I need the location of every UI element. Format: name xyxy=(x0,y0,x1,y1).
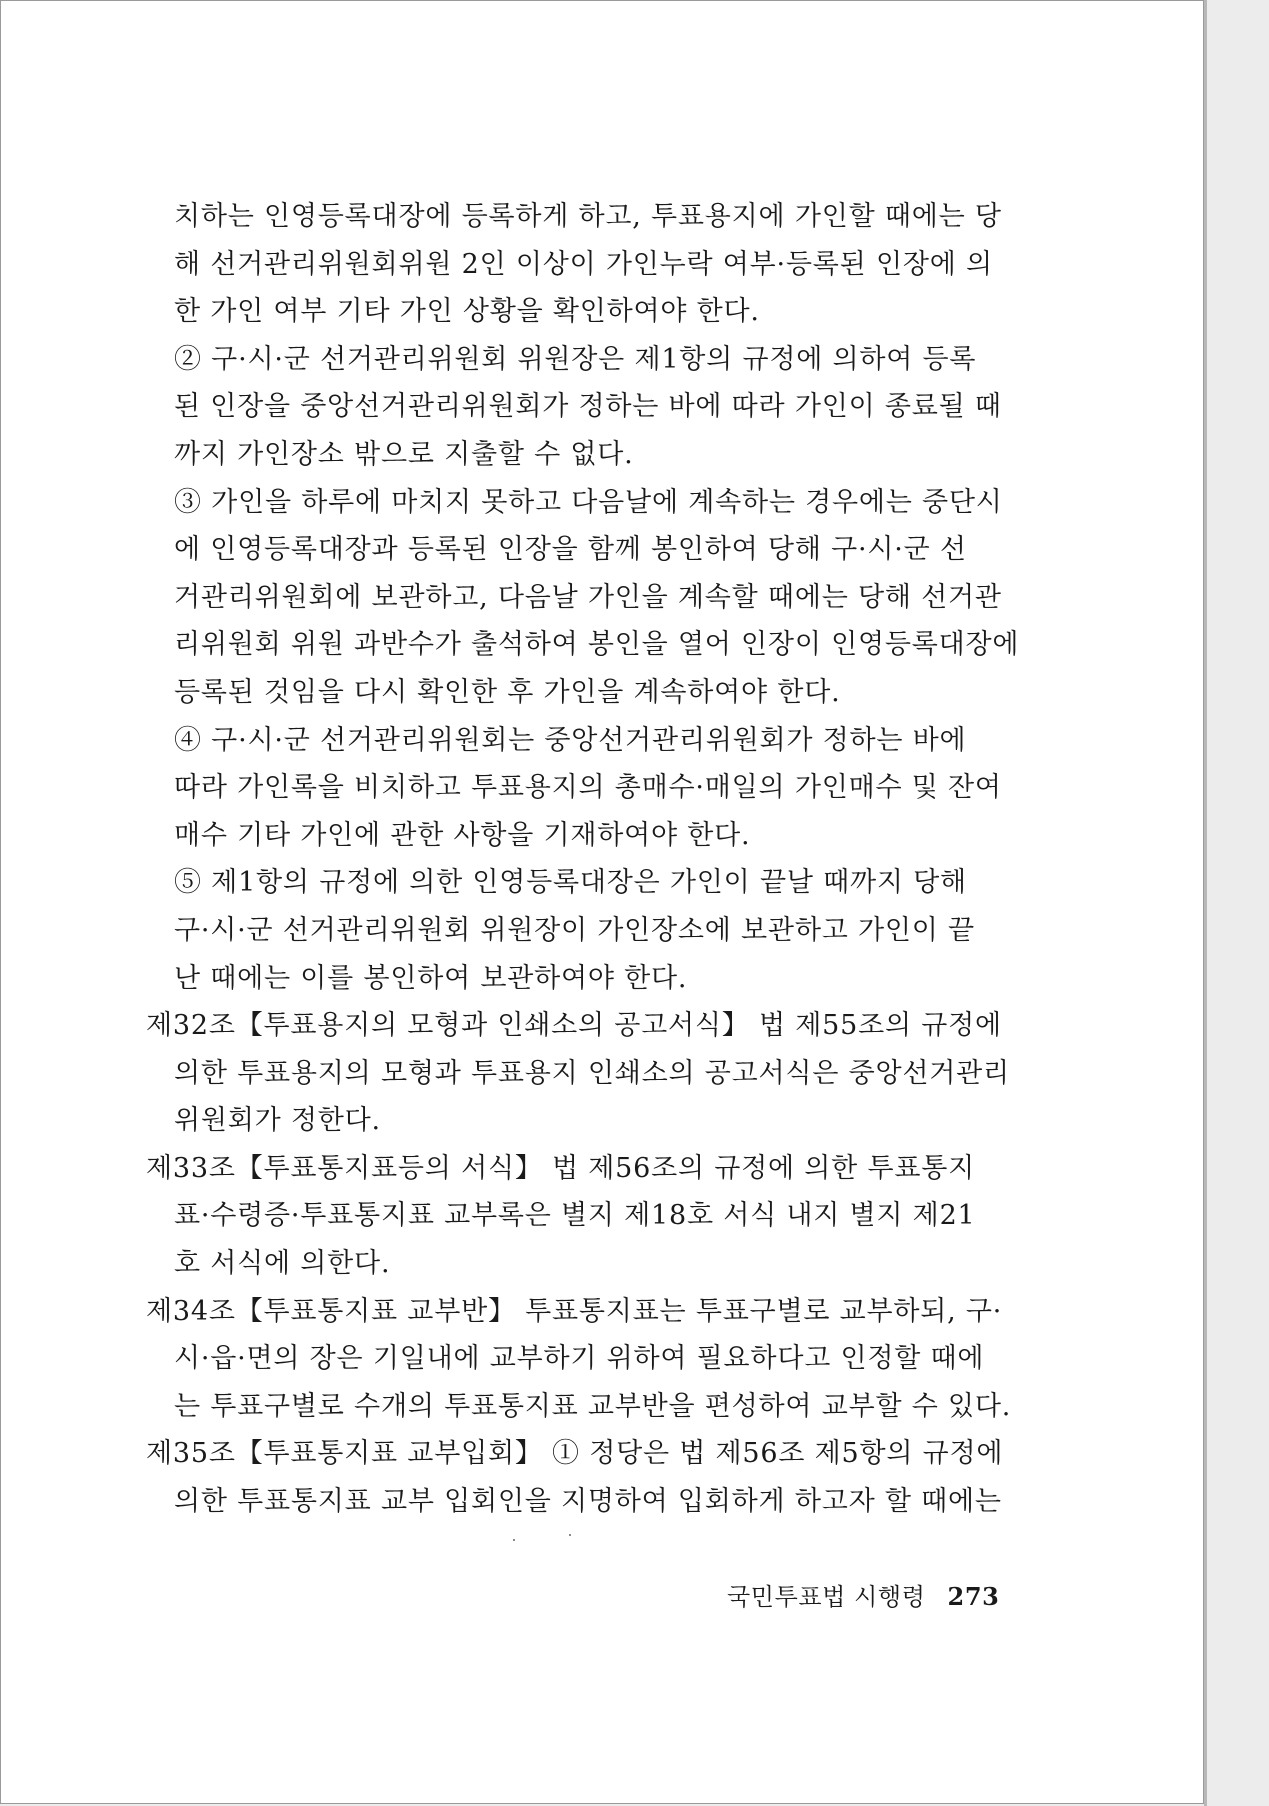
text-line: 의한 투표용지의 모형과 투표용지 인쇄소의 공고서식은 중앙선거관리 xyxy=(174,1057,1010,1089)
text-line: 는 투표구별로 수개의 투표통지표 교부반을 편성하여 교부할 수 있다. xyxy=(174,1390,1012,1422)
running-title: 국민투표법 시행령 xyxy=(727,1583,926,1611)
text-line: 된 인장을 중앙선거관리위원회가 정하는 바에 따라 가인이 종료될 때 xyxy=(174,391,1002,423)
page-edge-shadow xyxy=(1204,0,1207,1806)
page-footer xyxy=(727,1577,999,1612)
text-line: 등록된 것임을 다시 확인한 후 가인을 계속하여야 한다. xyxy=(174,676,841,708)
text-line: 치하는 인영등록대장에 등록하게 하고, 투표용지에 가인할 때에는 당 xyxy=(174,201,1002,232)
text-line: 해 선거관리위원회위원 2인 이상이 가인누락 여부·등록된 인장에 의 xyxy=(174,248,993,280)
text-line: 시·읍·면의 장은 기일내에 교부하기 위하여 필요하다고 인정할 때에 xyxy=(174,1343,985,1375)
article-heading-line: 제33조【투표통지표등의 서식】 법 제56조의 규정에 의한 투표통지 xyxy=(146,1152,975,1184)
text-line: 한 가인 여부 기타 가인 상황을 확인하여야 한다. xyxy=(174,296,760,328)
text-line: 위원회가 정한다. xyxy=(174,1105,381,1137)
article-heading-line: 제34조【투표통지표 교부반】 투표통지표는 투표구별로 교부하되, 구· xyxy=(146,1295,1003,1327)
text-line: 거관리위원회에 보관하고, 다음날 가인을 계속할 때에는 당해 선거관 xyxy=(174,581,1002,613)
text-line: 따라 가인록을 비치하고 투표용지의 총매수·매일의 가인매수 및 잔여 xyxy=(174,772,1002,804)
text-line: 리위원회 위원 과반수가 출석하여 봉인을 열어 인장이 인영등록대장에 xyxy=(174,629,1020,661)
text-line: ② 구·시·군 선거관리위원회 위원장은 제1항의 규정에 의하여 등록 xyxy=(174,343,977,375)
body-text xyxy=(146,193,1026,1526)
text-line: 표·수령증·투표통지표 교부록은 별지 제18호 서식 내지 별지 제21 xyxy=(174,1200,976,1232)
scan-speck xyxy=(569,1534,571,1536)
article-heading-line: 제35조【투표통지표 교부입회】 ① 정당은 법 제56조 제5항의 규정에 xyxy=(146,1438,1004,1470)
text-line: ④ 구·시·군 선거관리위원회는 중앙선거관리위원회가 정하는 바에 xyxy=(174,724,967,756)
text-line: 까지 가인장소 밖으로 지출할 수 없다. xyxy=(174,438,634,470)
text-line: ③ 가인을 하루에 마치지 못하고 다음날에 계속하는 경우에는 중단시 xyxy=(174,486,1003,518)
text-line: 에 인영등록대장과 등록된 인장을 함께 봉인하여 당해 구·시·군 선 xyxy=(174,534,967,566)
page-number: 273 xyxy=(947,1582,1000,1611)
text-line: 난 때에는 이를 봉인하여 보관하여야 한다. xyxy=(174,962,688,994)
scan-speck xyxy=(513,1539,515,1541)
text-line: 구·시·군 선거관리위원회 위원장이 가인장소에 보관하고 가인이 끝 xyxy=(174,914,975,946)
text-line: ⑤ 제1항의 규정에 의한 인영등록대장은 가인이 끝날 때까지 당해 xyxy=(174,867,967,899)
article-heading-line: 제32조【투표용지의 모형과 인쇄소의 공고서식】 법 제55조의 규정에 xyxy=(146,1010,1002,1042)
text-line: 매수 기타 가인에 관한 사항을 기재하여야 한다. xyxy=(174,819,751,851)
text-line: 의한 투표통지표 교부 입회인을 지명하여 입회하게 하고자 할 때에는 xyxy=(174,1486,1002,1518)
text-line: 호 서식에 의한다. xyxy=(174,1248,391,1280)
